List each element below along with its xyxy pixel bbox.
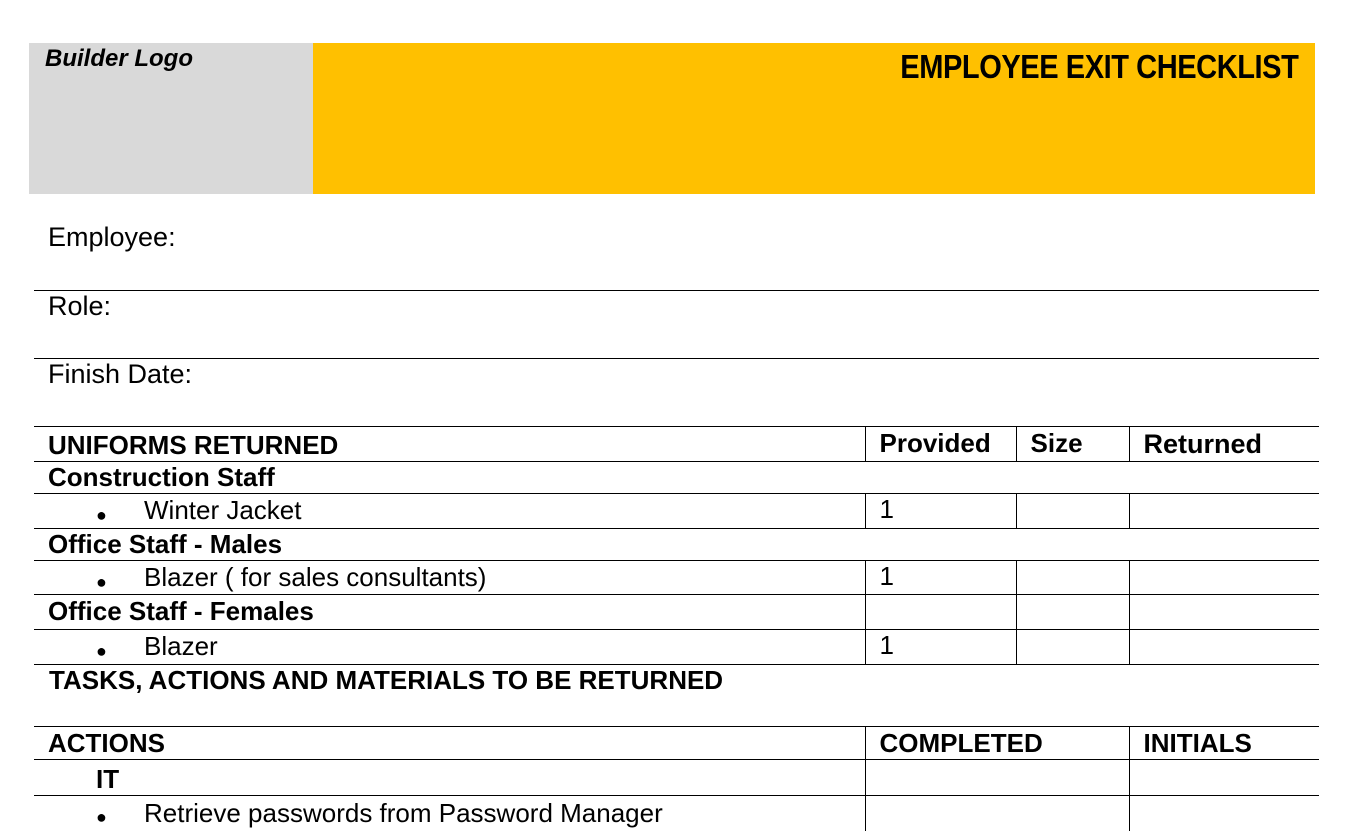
returned-cell[interactable] xyxy=(1129,630,1319,665)
employee-label: Employee: xyxy=(48,222,176,252)
employee-field[interactable] xyxy=(34,222,1319,290)
title-banner xyxy=(313,43,1315,194)
finish-date-label: Finish Date: xyxy=(48,359,193,389)
group-row xyxy=(34,462,1319,494)
bullet-icon: ● xyxy=(96,505,107,525)
size-cell xyxy=(1016,595,1129,630)
provided-value: 1 xyxy=(865,561,1016,595)
item-label: Winter Jacket xyxy=(144,495,302,525)
initials-cell xyxy=(1129,760,1319,796)
item-cell xyxy=(34,796,865,831)
col-initials: INITIALS xyxy=(1129,727,1319,760)
group-row xyxy=(34,529,1319,561)
col-returned: Returned xyxy=(1129,427,1319,462)
logo-placeholder xyxy=(29,43,313,194)
uniforms-heading: UNIFORMS RETURNED xyxy=(34,427,865,462)
finish-date-field[interactable] xyxy=(34,358,1319,426)
provided-value: 1 xyxy=(865,630,1016,665)
returned-cell[interactable] xyxy=(1129,561,1319,595)
role-field[interactable] xyxy=(34,290,1319,358)
group-row xyxy=(34,595,1319,630)
actions-table xyxy=(34,726,1319,831)
tasks-heading: TASKS, ACTIONS AND MATERIALS TO BE RETURNED xyxy=(34,665,1319,727)
returned-cell[interactable] xyxy=(1129,494,1319,529)
builder-logo: Builder Logo xyxy=(45,45,193,72)
group-name: Office Staff - Females xyxy=(34,595,865,630)
size-cell[interactable] xyxy=(1016,630,1129,665)
bullet-icon: ● xyxy=(96,641,107,661)
item-label: Blazer ( for sales consultants) xyxy=(144,562,487,592)
uniforms-table xyxy=(34,426,1319,727)
group-name: Construction Staff xyxy=(34,462,1319,494)
returned-cell xyxy=(1129,595,1319,630)
tasks-heading-row xyxy=(34,665,1319,727)
actions-header-row xyxy=(34,727,1319,760)
item-row xyxy=(34,494,1319,529)
page-title: EMPLOYEE EXIT CHECKLIST xyxy=(899,48,1298,85)
item-row xyxy=(34,796,1319,831)
item-cell xyxy=(34,494,865,529)
item-label: Blazer xyxy=(144,631,218,661)
section-it: IT xyxy=(34,760,865,796)
role-label: Role: xyxy=(48,291,112,321)
item-cell xyxy=(34,630,865,665)
document-header xyxy=(29,43,1315,194)
group-name: Office Staff - Males xyxy=(34,529,1319,561)
bullet-icon: ● xyxy=(96,572,107,592)
section-row xyxy=(34,760,1319,796)
item-cell xyxy=(34,561,865,595)
item-label: Retrieve passwords from Password Manager xyxy=(144,798,663,828)
col-actions: ACTIONS xyxy=(34,727,865,760)
completed-cell[interactable] xyxy=(865,796,1129,831)
bullet-icon: ● xyxy=(96,807,107,827)
size-cell[interactable] xyxy=(1016,494,1129,529)
uniforms-header-row xyxy=(34,427,1319,462)
completed-cell xyxy=(865,760,1129,796)
col-size: Size xyxy=(1016,427,1129,462)
provided-cell xyxy=(865,595,1016,630)
size-cell[interactable] xyxy=(1016,561,1129,595)
item-row xyxy=(34,561,1319,595)
item-row xyxy=(34,630,1319,665)
col-provided: Provided xyxy=(865,427,1016,462)
provided-value: 1 xyxy=(865,494,1016,529)
col-completed: COMPLETED xyxy=(865,727,1129,760)
initials-cell[interactable] xyxy=(1129,796,1319,831)
